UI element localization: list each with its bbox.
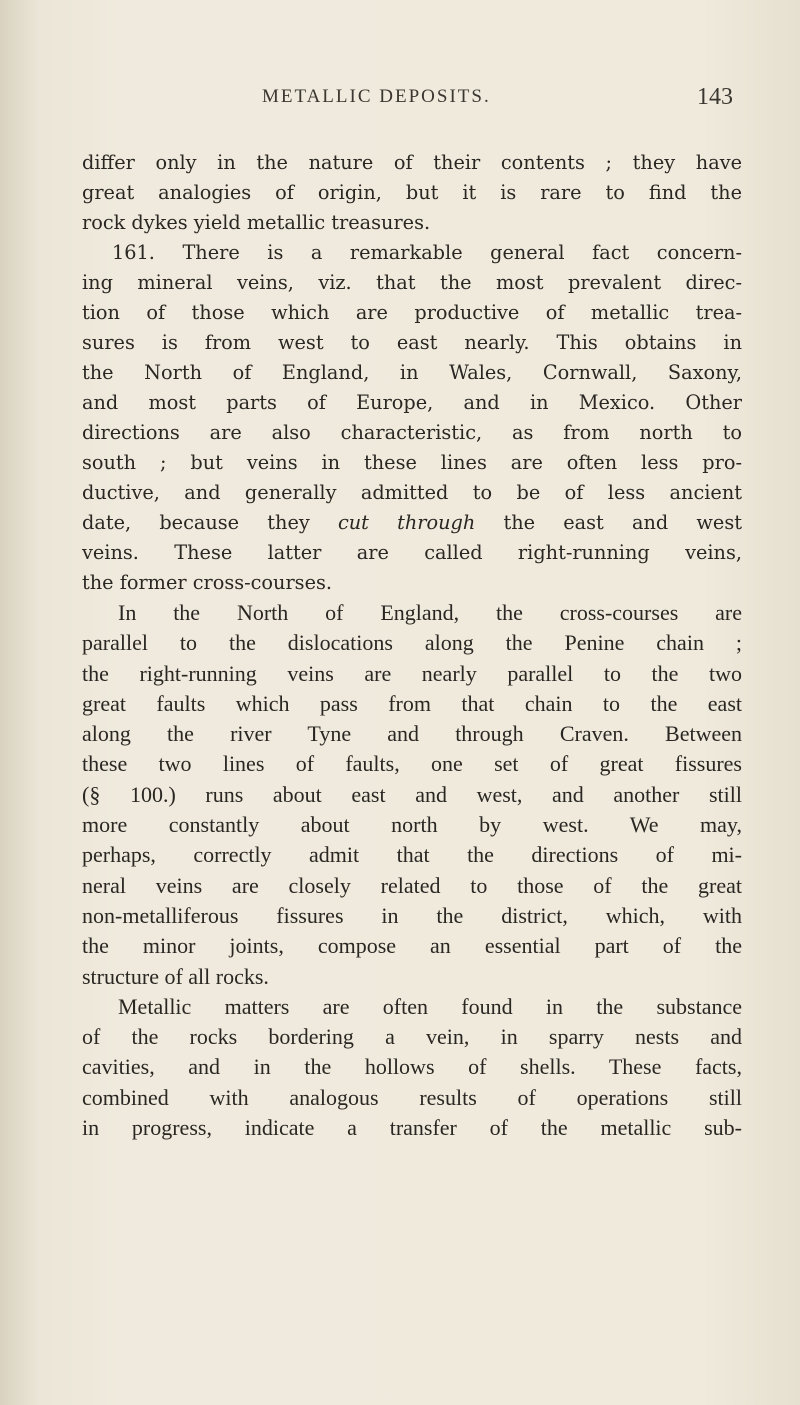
italic-phrase: cut through xyxy=(337,511,476,534)
text-line: great faults which pass from that chain to the east xyxy=(82,690,742,716)
text-line: non-metalliferous fissures in the district, which, with xyxy=(82,902,742,928)
text-line: and most parts of Europe, and in Mexico. Other xyxy=(82,391,742,414)
text-line: directions are also characteristic, as from north to xyxy=(82,421,742,444)
text-line: in progress, indicate a transfer of the metallic sub- xyxy=(82,1115,742,1141)
text-line: cavities, and in the hollows of shells. These facts, xyxy=(82,1054,742,1080)
text-line: great analogies of origin, but it is rare to find the xyxy=(82,181,742,204)
text-line-with-italic xyxy=(82,508,742,538)
text-line: along the river Tyne and through Craven. Between xyxy=(82,721,742,747)
text-line: ing mineral veins, viz. that the most prevalent direc- xyxy=(82,271,742,294)
text-line: perhaps, correctly admit that the directions of mi- xyxy=(82,842,742,868)
page-number: 143 xyxy=(697,84,733,110)
text-line: the North of England, in Wales, Cornwall, Saxony, xyxy=(82,361,742,384)
text-line: combined with analogous results of operations still xyxy=(82,1084,742,1110)
text-line: differ only in the nature of their contents ; they have xyxy=(82,151,742,174)
text-line: more constantly about north by west. We may, xyxy=(82,812,742,838)
paragraph-start: In the North of England, the cross-courses are xyxy=(118,600,742,625)
paragraph-start: Metallic matters are often found in the substance xyxy=(118,993,742,1019)
text-line: these two lines of faults, one set of great fissures xyxy=(82,751,742,777)
text-line: rock dykes yield metallic treasures. xyxy=(82,211,431,234)
text-line: parallel to the dislocations along the Penine chain ; xyxy=(82,630,742,656)
text-line: structure of all rocks. xyxy=(82,963,269,989)
text-line: neral veins are closely related to those of the great xyxy=(82,872,742,898)
text-line: (§ 100.) runs about east and west, and another still xyxy=(82,781,742,807)
body-text xyxy=(82,148,742,1143)
text-line: the former cross-courses. xyxy=(82,571,333,594)
running-head xyxy=(0,86,800,116)
running-title: METALLIC DEPOSITS. xyxy=(262,86,491,107)
text-segment: the east and west xyxy=(475,511,742,534)
text-line: sures is from west to east nearly. This obtains in xyxy=(82,331,742,354)
text-line: ductive, and generally admitted to be of less ancient xyxy=(82,481,742,504)
text-line: the minor joints, compose an essential part of the xyxy=(82,933,742,959)
text-line: veins. These latter are called right-running veins, xyxy=(82,541,742,564)
text-line: the right-running veins are nearly parallel to the two xyxy=(82,660,742,686)
paragraph-161-start: 161. There is a remarkable general fact concern- xyxy=(112,241,742,264)
text-line: of the rocks bordering a vein, in sparry nests and xyxy=(82,1024,742,1050)
text-segment: date, because they xyxy=(82,511,338,534)
text-line: tion of those which are productive of metallic trea- xyxy=(82,301,742,324)
text-line: south ; but veins in these lines are often less pro- xyxy=(82,451,742,474)
